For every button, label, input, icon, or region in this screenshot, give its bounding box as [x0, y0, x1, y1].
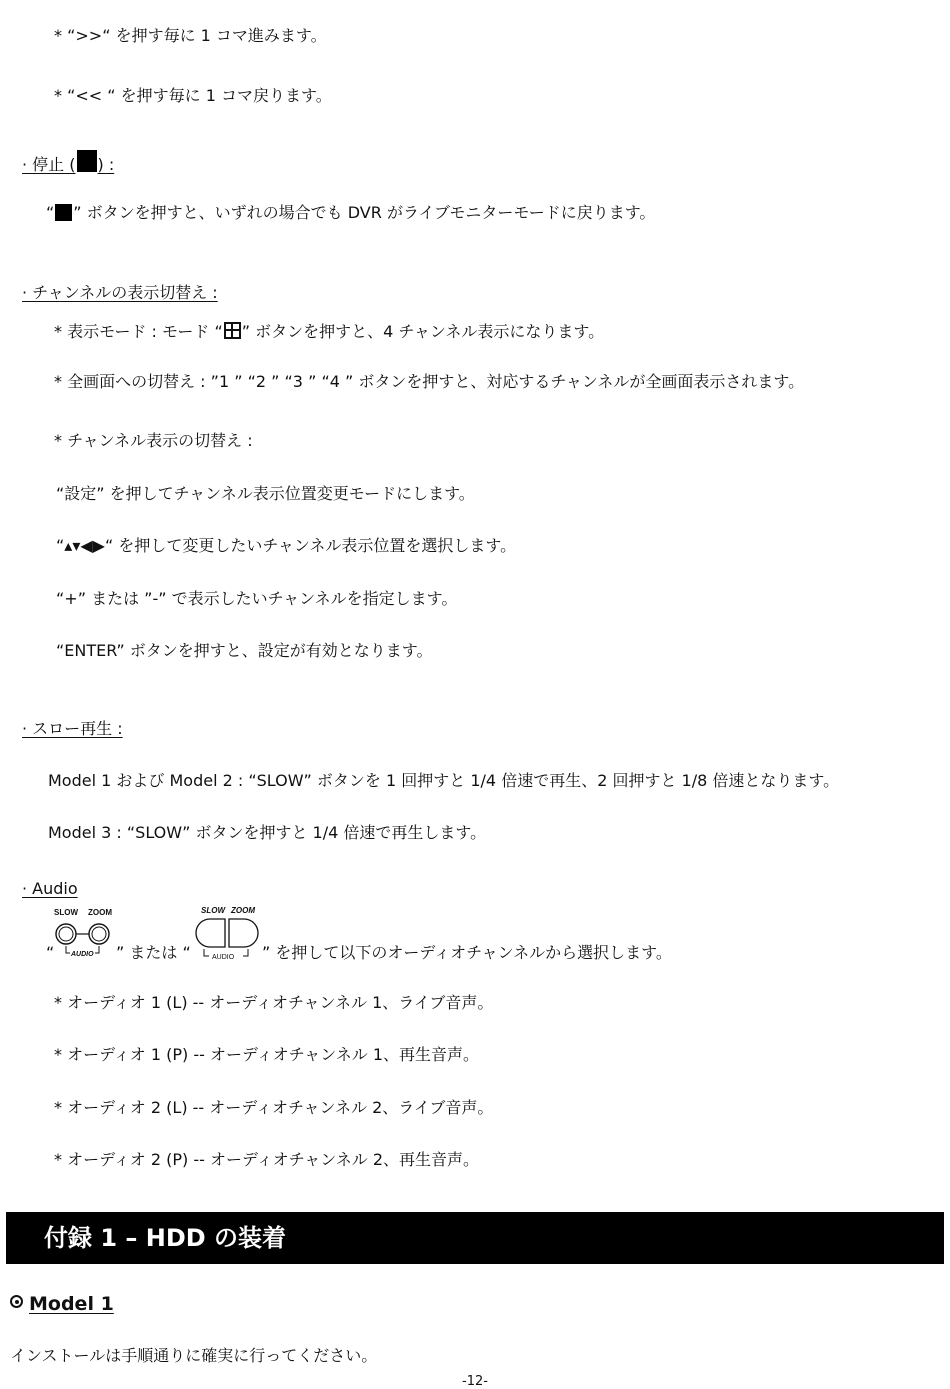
display-mode-post: ” ボタンを押すと、4 チャンネル表示になります。 — [241, 322, 605, 341]
step-setting-text: “設定” を押してチャンネル表示位置変更モードにします。 — [56, 484, 475, 503]
channel-heading: · チャンネルの表示切替え : — [22, 283, 218, 302]
stop-desc-text: ” ボタンを押すと、いずれの場合でも DVR がライブモニターモードに戻ります。 — [73, 203, 656, 222]
audio-or-text: ” または “ — [116, 943, 191, 962]
slow-model12-text: Model 1 および Model 2 : “SLOW” ボタンを 1 回押すと 1/4 倍速で再生、2 回押すと 1/8 倍速となります。 — [48, 771, 840, 790]
appendix-title: 付録 1 – HDD の装着 — [44, 1224, 287, 1252]
model-heading-text: Model 1 — [29, 1293, 114, 1315]
audio-q1: “ — [46, 943, 55, 962]
step-arrows-text: “▴▾◀▶“ を押して変更したいチャンネル表示位置を選択します。 — [56, 536, 517, 555]
stop-heading-pre: · 停止 ( — [22, 155, 76, 174]
audio-2l-text: * オーディオ 2 (L) -- オーディオチャンネル 2、ライブ音声。 — [54, 1098, 494, 1117]
audio-1l-text: * オーディオ 1 (L) -- オーディオチャンネル 1、ライブ音声。 — [54, 993, 494, 1012]
stop-heading-post: ) : — [97, 155, 115, 174]
small-audio-label: AUDIO — [71, 951, 94, 958]
full-screen-text: * 全画面への切替え : ”1 ” “2 ” “3 ” “4 ” ボタンを押すと、対応するチャンネルが全画面表示されます。 — [54, 372, 805, 391]
rew-step-text: * “<< “ を押す毎に 1 コマ戻ります。 — [54, 86, 332, 105]
small-zoom-label: ZOOM — [88, 908, 112, 917]
slow-zoom-audio-button-icon — [52, 905, 116, 961]
ff-step-text: * “>>“ を押す毎に 1 コマ進みます。 — [54, 26, 327, 45]
audio-1p-text: * オーディオ 1 (P) -- オーディオチャンネル 1、再生音声。 — [54, 1045, 480, 1064]
channel-switch-text: * チャンネル表示の切替え : — [54, 431, 253, 450]
audio-heading: · Audio — [22, 879, 78, 898]
stop-square-icon — [55, 204, 72, 221]
slow-heading: · スロー再生 : — [22, 719, 123, 738]
target-bullet-icon — [10, 1295, 23, 1308]
quad-grid-icon — [224, 322, 241, 339]
stop-desc-open: “ — [46, 203, 55, 222]
step-plusminus-text: “+” または ”-” で表示したいチャンネルを指定します。 — [56, 589, 458, 608]
appendix-banner — [6, 1212, 944, 1264]
slow-zoom-audio-button-icon — [192, 903, 262, 963]
large-slow-label: SLOW — [201, 906, 225, 915]
install-text: インストールは手順通りに確実に行ってください。 — [10, 1346, 378, 1365]
large-zoom-label: ZOOM — [231, 906, 255, 915]
step-enter-text: “ENTER” ボタンを押すと、設定が有効となります。 — [56, 641, 433, 660]
stop-heading — [22, 150, 114, 176]
display-mode-text — [54, 321, 604, 343]
audio-tail-text: ” を押して以下のオーディオチャンネルから選択します。 — [262, 943, 672, 962]
display-mode-pre: * 表示モード : モード “ — [54, 322, 223, 341]
page-number: -12- — [462, 1374, 488, 1389]
stop-description — [46, 202, 655, 224]
small-slow-label: SLOW — [54, 908, 78, 917]
large-audio-label: AUDIO — [212, 954, 235, 961]
slow-model3-text: Model 3 : “SLOW” ボタンを押すと 1/4 倍速で再生します。 — [48, 823, 487, 842]
stop-square-icon — [77, 150, 97, 172]
audio-2p-text: * オーディオ 2 (P) -- オーディオチャンネル 2、再生音声。 — [54, 1150, 480, 1169]
model-heading — [10, 1293, 114, 1315]
